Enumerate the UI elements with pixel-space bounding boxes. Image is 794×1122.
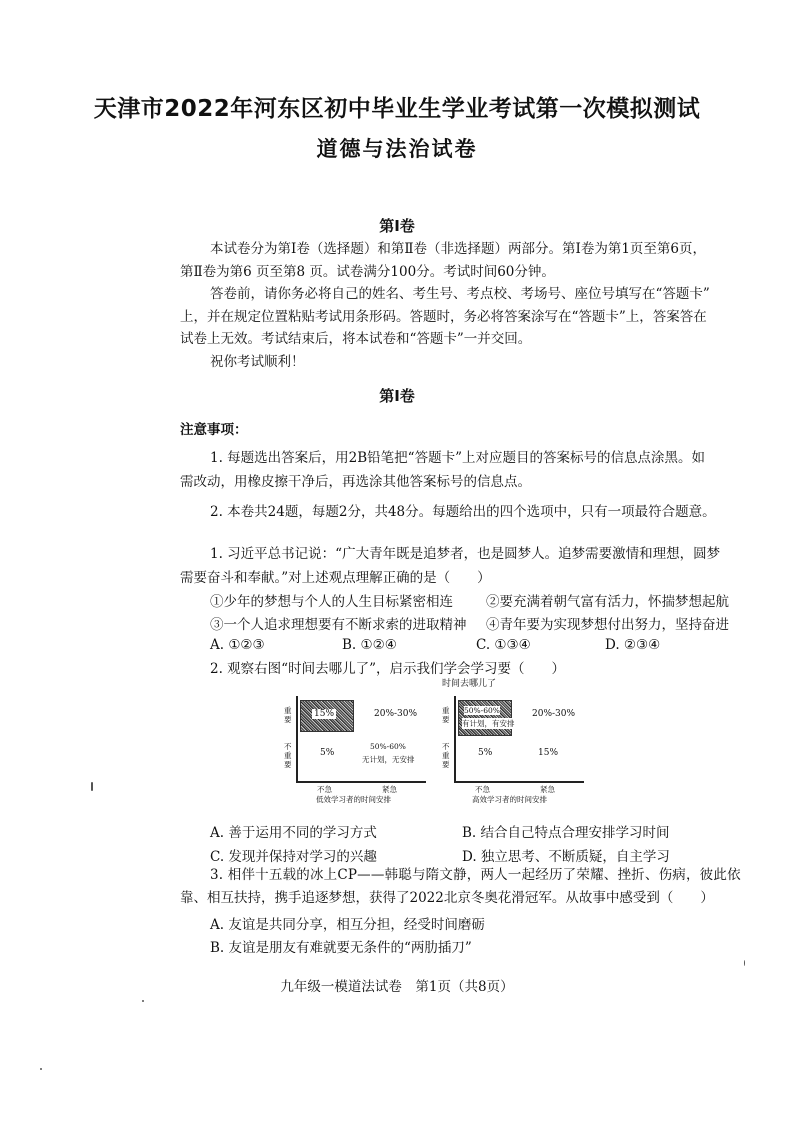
scan-speck bbox=[40, 1068, 42, 1070]
time-quadrant-figure bbox=[282, 676, 604, 804]
scan-speck bbox=[142, 1000, 144, 1002]
q3-option-a: A. 友谊是共同分享，相互分担，经受时间磨砺 bbox=[210, 917, 485, 933]
left-tr-value: 20%-30% bbox=[374, 709, 418, 719]
left-x-left-label: 不急 bbox=[317, 785, 332, 794]
section-heading-1: 第Ⅰ卷 bbox=[379, 217, 415, 235]
q1-option-c: C. ①③④ bbox=[476, 637, 531, 653]
right-x-axis bbox=[454, 781, 584, 783]
q3-stem-line-2: 靠、相互扶持，携手追逐梦想，获得了2022北京冬奥花滑冠军。从故事中感受到（ ） bbox=[180, 890, 714, 906]
left-y-bottom-label: 不重要 bbox=[284, 742, 292, 769]
right-tl-note: 有计划，有安排 bbox=[462, 719, 515, 728]
left-x-right-label: 紧急 bbox=[382, 785, 397, 794]
scan-speck bbox=[744, 960, 745, 966]
right-y-top-label: 重要 bbox=[442, 706, 450, 724]
q2-option-c: C. 发现并保持对学习的兴趣 bbox=[210, 849, 377, 865]
left-br-value: 50%-60% bbox=[370, 742, 406, 751]
figure-title: 时间去哪儿了 bbox=[442, 679, 497, 689]
page-footer: 九年级一模道法试卷 第1页（共8页） bbox=[280, 979, 514, 995]
intro-line-6: 祝你考试顺利！ bbox=[210, 354, 305, 370]
q2-option-d: D. 独立思考、不断质疑，自主学习 bbox=[462, 849, 670, 865]
left-bl-value: 5% bbox=[320, 748, 335, 758]
exam-title: 天津市2022年河东区初中毕业生学业考试第一次模拟测试 bbox=[93, 96, 701, 122]
exam-subtitle: 道德与法治试卷 bbox=[316, 137, 478, 161]
q3-option-b: B. 友谊是朋友有难就要无条件的“两肋插刀” bbox=[210, 940, 472, 956]
right-tr-value: 20%-30% bbox=[532, 709, 576, 719]
q2-option-a: A. 善于运用不同的学习方式 bbox=[210, 825, 377, 841]
intro-line-4: 上，并在规定位置粘贴考试用条形码。答题时，务必将答案涂写在“答题卡”上，答案答在 bbox=[180, 309, 707, 325]
intro-line-5: 试卷上无效。考试结束后，将本试卷和“答题卡”一并交回。 bbox=[180, 331, 532, 347]
intro-line-2: 第Ⅱ卷为第6 页至第8 页。试卷满分100分。考试时间60分钟。 bbox=[180, 264, 555, 280]
notice-line-1: 1. 每题选出答案后，用2B铅笔把“答题卡”上对应题目的答案标号的信息点涂黑。如 bbox=[210, 450, 705, 466]
intro-line-3: 答卷前，请你务必将自己的姓名、考生号、考点校、考场号、座位号填写在“答题卡” bbox=[210, 286, 710, 302]
left-caption: 低效学习者的时间安排 bbox=[316, 795, 391, 804]
q1-option-b: B. ①②④ bbox=[342, 637, 397, 653]
right-caption: 高效学习者的时间安排 bbox=[472, 795, 547, 804]
intro-line-1: 本试卷分为第Ⅰ卷（选择题）和第Ⅱ卷（非选择题）两部分。第Ⅰ卷为第1页至第6页， bbox=[210, 241, 707, 257]
q1-statement-3: ③一个人追求理想要有不断求索的进取精神 bbox=[210, 617, 467, 633]
left-tl-value: 15% bbox=[314, 709, 335, 719]
left-y-axis bbox=[296, 696, 298, 782]
q1-statement-1: ①少年的梦想与个人的人生目标紧密相连 bbox=[210, 594, 453, 610]
scan-speck bbox=[91, 782, 93, 791]
right-x-left-label: 不急 bbox=[475, 785, 490, 794]
notice-title: 注意事项： bbox=[180, 422, 248, 438]
right-y-axis bbox=[454, 696, 456, 782]
left-y-top-label: 重要 bbox=[284, 706, 292, 724]
right-x-right-label: 紧急 bbox=[540, 785, 555, 794]
notice-line-3: 2. 本卷共24题，每题2分，共48分。每题给出的四个选项中，只有一项最符合题意。 bbox=[210, 504, 716, 520]
q2-option-b: B. 结合自己特点合理安排学习时间 bbox=[462, 825, 670, 841]
section-heading-2: 第Ⅰ卷 bbox=[379, 387, 415, 405]
left-br-note: 无计划，无安排 bbox=[362, 755, 415, 764]
q3-stem-line-1: 3. 相伴十五载的冰上CP——韩聪与隋文静，两人一起经历了荣耀、挫折、伤病，彼此依 bbox=[210, 867, 741, 883]
q1-statement-4: ④青年要为实现梦想付出努力，坚持奋进 bbox=[486, 617, 729, 633]
q1-statement-2: ②要充满着朝气富有活力，怀揣梦想起航 bbox=[486, 594, 729, 610]
q1-stem-line-2: 需要奋斗和奉献。”对上述观点理解正确的是（ ） bbox=[180, 570, 491, 586]
q1-option-d: D. ②③④ bbox=[605, 637, 661, 653]
right-tl-value: 50%-60% bbox=[464, 706, 500, 715]
notice-line-2: 需改动，用橡皮擦干净后，再选涂其他答案标号的信息点。 bbox=[180, 474, 531, 490]
q1-stem-line-1: 1. 习近平总书记说：“广大青年既是追梦者，也是圆梦人。追梦需要激情和理想，圆梦 bbox=[210, 546, 721, 562]
right-br-value: 15% bbox=[538, 748, 559, 758]
q1-option-a: A. ①②③ bbox=[210, 637, 265, 653]
q2-stem: 2. 观察右图“时间去哪儿了”，启示我们学会学习要（ ） bbox=[210, 661, 565, 677]
right-y-bottom-label: 不重要 bbox=[442, 742, 450, 769]
left-x-axis bbox=[296, 781, 426, 783]
right-bl-value: 5% bbox=[478, 748, 493, 758]
